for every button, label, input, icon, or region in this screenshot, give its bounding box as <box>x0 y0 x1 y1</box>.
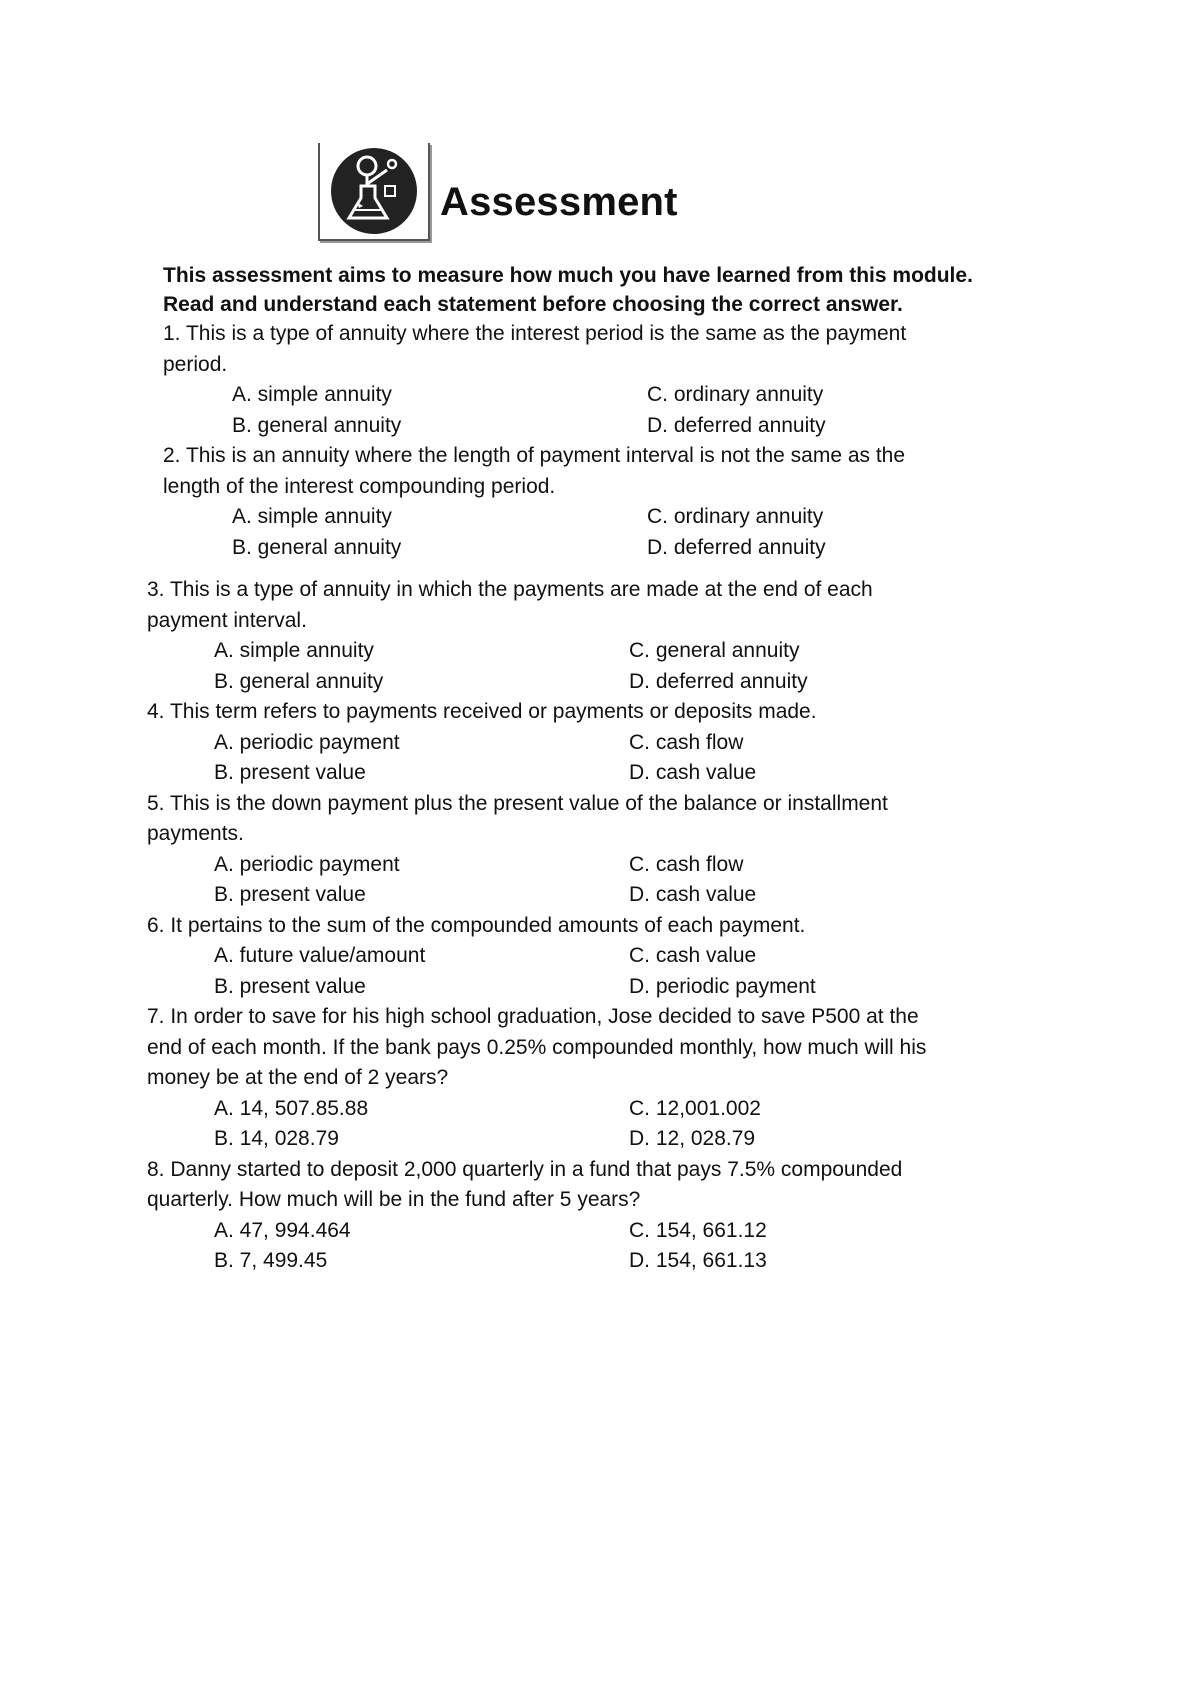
question-text: 7. In order to save for his high school graduation, Jose decided to save P500 at the <box>147 1005 919 1028</box>
assessment-flask-icon <box>327 146 421 236</box>
option-c[interactable]: C. 12,001.002 <box>629 1096 761 1120</box>
option-d[interactable]: D. 12, 028.79 <box>629 1127 756 1150</box>
option-b[interactable]: B. present value <box>214 974 366 998</box>
option-a[interactable]: A. 14, 507.85.88 <box>214 1096 369 1120</box>
question-6 <box>0 911 1200 1003</box>
question-text: payment interval. <box>147 608 307 632</box>
option-a[interactable]: A. periodic payment <box>214 852 400 876</box>
options-grid <box>0 728 1200 789</box>
question-text: 3. This is a type of annuity in which the payments are made at the end of each <box>147 578 873 601</box>
option-c[interactable]: C. 154, 661.12 <box>629 1218 767 1242</box>
option-b[interactable]: B. present value <box>214 883 366 906</box>
question-text: length of the interest compounding period. <box>163 474 556 498</box>
option-a[interactable]: A. periodic payment <box>214 730 400 754</box>
option-a[interactable]: A. simple annuity <box>214 639 374 662</box>
question-2 <box>0 441 1200 563</box>
option-d[interactable]: D. deferred annuity <box>647 413 826 437</box>
page-title: Assessment <box>440 179 678 224</box>
question-text: 8. Danny started to deposit 2,000 quarterly in a fund that pays 7.5% compounded <box>147 1157 903 1181</box>
option-b[interactable]: B. present value <box>214 761 366 784</box>
options-grid <box>0 1216 1200 1277</box>
question-text: 2. This is an annuity where the length of payment interval is not the same as the <box>163 444 906 467</box>
option-b[interactable]: B. 14, 028.79 <box>214 1127 339 1150</box>
options-grid <box>0 1094 1200 1155</box>
option-c[interactable]: C. ordinary annuity <box>647 383 824 406</box>
option-d[interactable]: D. deferred annuity <box>647 535 826 559</box>
intro-line: This assessment aims to measure how much you have learned from this module. <box>163 264 973 287</box>
assessment-header <box>318 142 678 242</box>
question-1 <box>0 319 1200 441</box>
question-text: 1. This is a type of annuity where the interest period is the same as the payment <box>163 322 907 345</box>
question-text: payments. <box>147 822 244 845</box>
option-b[interactable]: B. 7, 499.45 <box>214 1249 328 1272</box>
assessment-content <box>0 262 1200 1277</box>
options-grid <box>0 941 1200 1002</box>
option-c[interactable]: C. ordinary annuity <box>647 505 824 528</box>
question-text: 6. It pertains to the sum of the compounded amounts of each payment. <box>147 913 806 937</box>
option-a[interactable]: A. future value/amount <box>214 944 426 967</box>
question-text: 5. This is the down payment plus the present value of the balance or installment <box>147 791 888 815</box>
question-text: 4. This term refers to payments received or payments or deposits made. <box>147 700 817 723</box>
question-text: end of each month. If the bank pays 0.25% compounded monthly, how much will his <box>147 1035 927 1059</box>
option-a[interactable]: A. simple annuity <box>232 383 392 406</box>
option-b[interactable]: B. general annuity <box>232 535 402 559</box>
option-b[interactable]: B. general annuity <box>214 669 384 693</box>
question-text: money be at the end of 2 years? <box>147 1066 449 1089</box>
option-d[interactable]: D. 154, 661.13 <box>629 1249 767 1272</box>
options-grid <box>0 850 1200 911</box>
option-c[interactable]: C. cash flow <box>629 730 744 754</box>
option-a[interactable]: A. simple annuity <box>232 505 392 528</box>
assessment-logo <box>318 143 430 241</box>
question-3 <box>0 575 1200 697</box>
option-b[interactable]: B. general annuity <box>232 413 402 437</box>
question-5 <box>0 789 1200 911</box>
question-4 <box>0 697 1200 789</box>
options-grid <box>0 380 1200 441</box>
question-8 <box>0 1155 1200 1277</box>
options-grid <box>0 502 1200 563</box>
option-a[interactable]: A. 47, 994.464 <box>214 1218 351 1242</box>
option-d[interactable]: D. periodic payment <box>629 974 816 998</box>
option-c[interactable]: C. general annuity <box>629 639 800 662</box>
option-d[interactable]: D. deferred annuity <box>629 669 808 693</box>
option-d[interactable]: D. cash value <box>629 883 757 906</box>
option-d[interactable]: D. cash value <box>629 761 757 784</box>
intro-line: Read and understand each statement before choosing the correct answer. <box>163 292 903 316</box>
question-7 <box>0 1002 1200 1155</box>
question-text: period. <box>163 352 228 376</box>
options-grid <box>0 636 1200 697</box>
question-text: quarterly. How much will be in the fund after 5 years? <box>147 1188 641 1211</box>
option-c[interactable]: C. cash value <box>629 944 757 967</box>
option-c[interactable]: C. cash flow <box>629 852 744 876</box>
